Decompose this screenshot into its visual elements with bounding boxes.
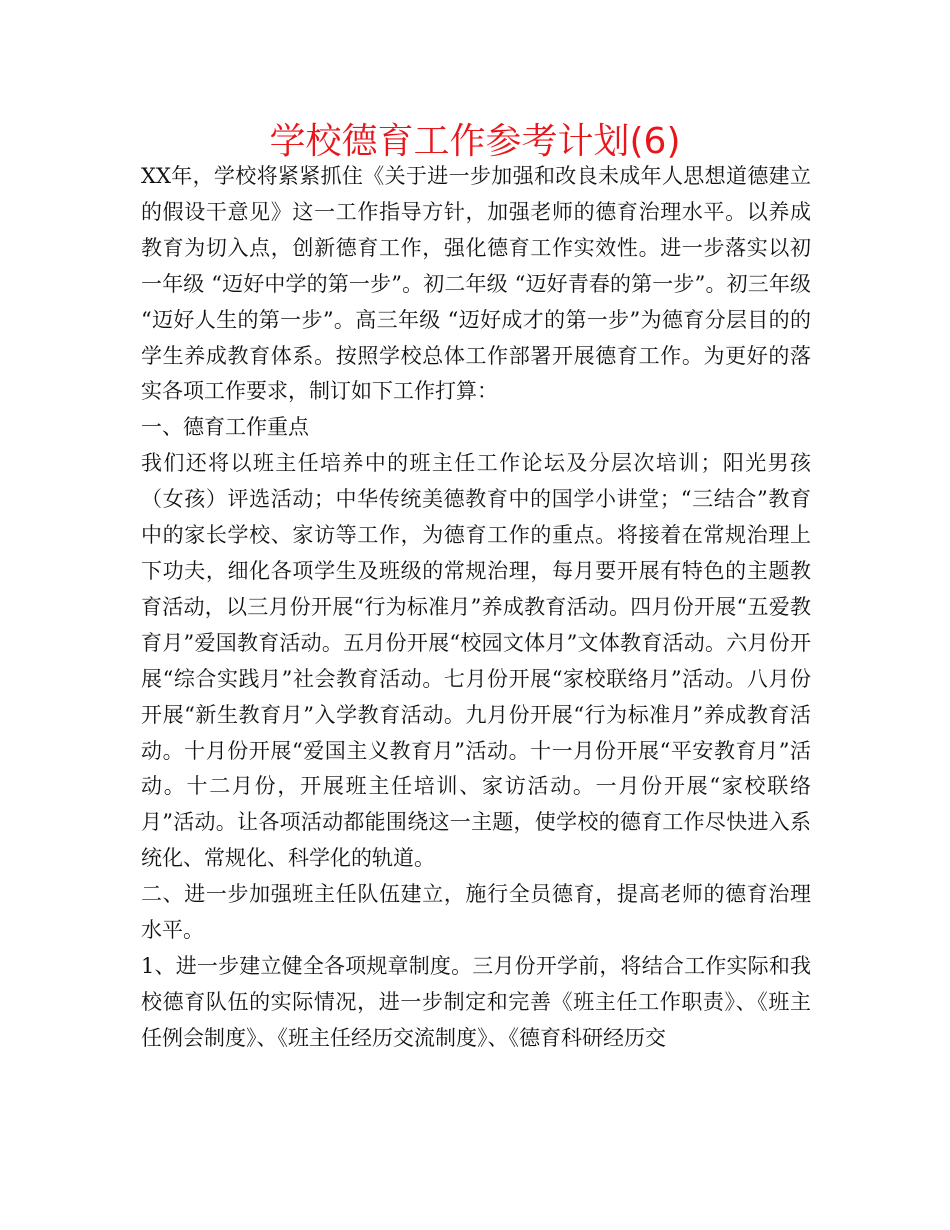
intro-paragraph: XX年，学校将紧紧抓住《关于进一步加强和改良未成年人思想道德建立的假设干意见》这一工作指导方针，加强老师的德育治理水平。以养成教育为切入点，创新德育工作，强化德育工作实效性。进一步落实以初一年级 “迈好中学的第一步”。初二年级 “迈好青春的第一步”。初三年级 “迈好人生的第一步”。高三年级 “迈好成才的第一步”为德育分层目的的学生养成教育体系。按照学校总体工作部署开展德育工作。为更好的落实各项工作要求，制订如下工作打算： [141, 164, 811, 404]
section-1-paragraph: 我们还将以班主任培养中的班主任工作论坛及分层次培训；阳光男孩（女孩）评选活动；中华传统美德教育中的国学小讲堂；“三结合”教育中的家长学校、家访等工作，为德育工作的重点。将接着在常规治理上下功夫，细化各项学生及班级的常规治理，每月要开展有特色的主题教育活动，以三月份开展“行为标准月”养成教育活动。四月份开展“五爱教育月”爱国教育活动。五月份开展“校园文体月”文体教育活动。六月份开展“综合实践月”社会教育活动。七月份开展“家校联络月”活动。八月份开展“新生教育月”入学教育活动。九月份开展“行为标准月”养成教育活动。十月份开展“爱国主义教育月”活动。十一月份开展“平安教育月”活动。十二月份，开展班主任培训、家访活动。一月份开展“家校联络月”活动。让各项活动都能围绕这一主题，使学校的德育工作尽快进入系统化、常规化、科学化的轨道。 [141, 451, 811, 871]
document-body [141, 159, 811, 1057]
item-1-paragraph: 1、进一步建立健全各项规章制度。三月份开学前，将结合工作实际和我校德育队伍的实际情况，进一步制定和完善《班主任工作职责》、《班主任例会制度》、《班主任经历交流制度》、《德育科研经历交 [141, 953, 811, 1050]
section-heading-2: 二、进一步加强班主任队伍建立，施行全员德育，提高老师的德育治理水平。 [141, 882, 811, 943]
section-heading-1: 一、德育工作重点 [141, 415, 309, 440]
document-title: 学校德育工作参考计划(6) [269, 121, 681, 162]
